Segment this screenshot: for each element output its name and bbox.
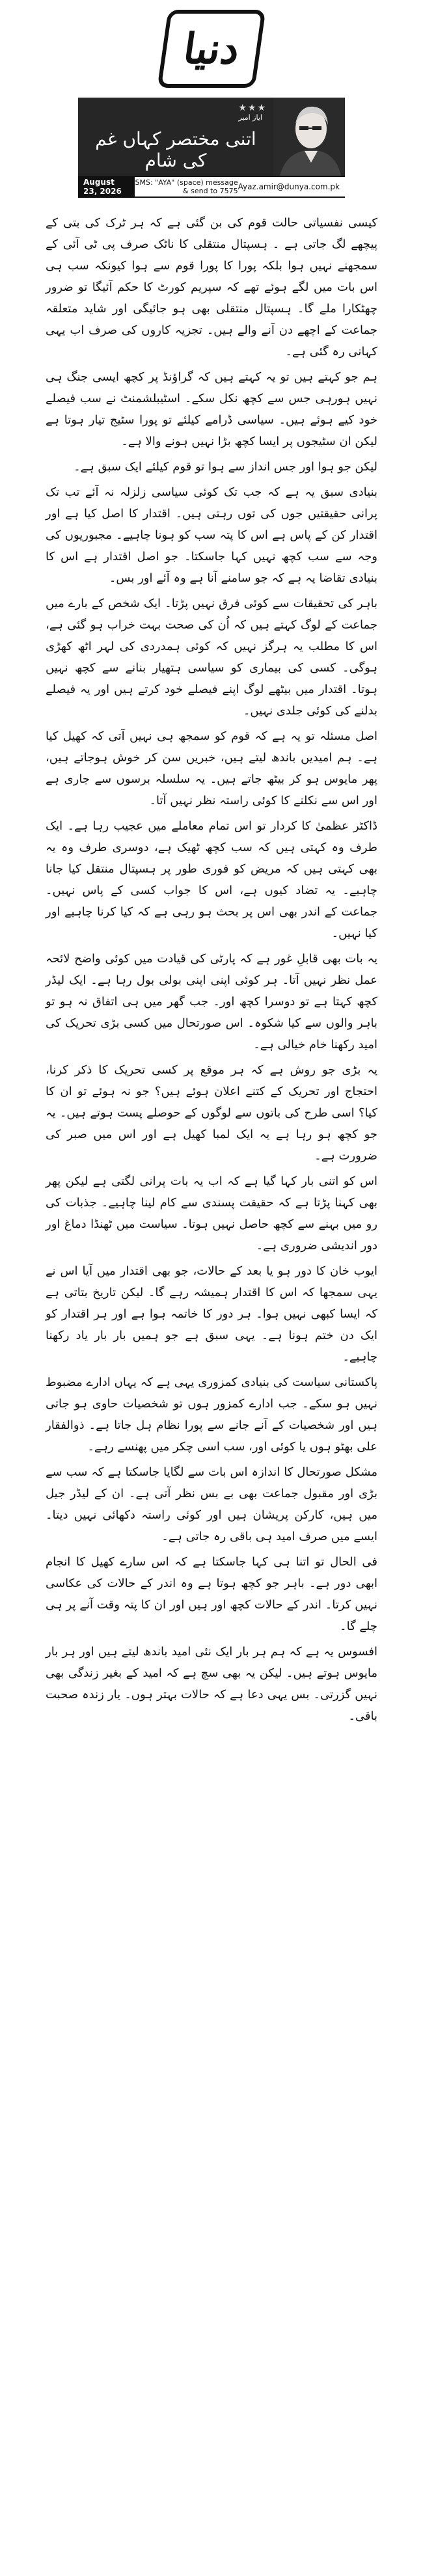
author-portrait [273,98,345,176]
author-email[interactable]: Ayaz.amir@dunya.com.pk [238,182,340,191]
article-paragraph: ڈاکٹر عظمیٰ کا کردار تو اس تمام معاملے میں عجیب رہا ہے۔ ایک طرف وہ کہتی ہیں کہ سب کچھ ٹھیک ہے، دوسری طرف وہ یہ بھی کہتی ہیں کہ مریض کو فوری طور پر ہسپتال منتقل کیا جانا چاہیے۔ یہ تضاد کیوں ہے، اس کا جواب کسی کے پاس نہیں۔ جماعت کے اندر بھی اس پر بحث ہو رہی ہے کہ کیا کرنا چاہیے اور کیا نہیں۔ [46,819,377,940]
logo-text: دنیا [180,24,243,74]
article-paragraph: یہ بڑی جو روش ہے کہ ہر موقع پر کسی تحریک کا ذکر کرنا، احتجاج اور تحریک کے کتنے اعلان ہوئے ہیں؟ جو نہ ہوئے تو ان کا کیا؟ اسی طرح کی باتوں سے لوگوں کے حوصلے پست ہوتے ہیں۔ یہ جو کچھ ہو رہا ہے یہ ایک لمبا کھیل ہے اور اس میں صبر کی ضرورت ہے۔ [46,1063,377,1163]
column-title: اتنی مختصر کہاں غم کی شام [95,128,256,171]
byline [238,103,267,122]
header-top-row [85,103,267,122]
article-paragraph: ایوب خان کا دور ہو یا بعد کے حالات، جو بھی اقتدار میں آیا اس نے یہی سمجھا کہ اس کا اقتدار ہمیشہ رہے گا۔ لیکن تاریخ بتاتی ہے کہ ایسا کبھی نہیں ہوا۔ ہر دور کا خاتمہ ہوا ہے اور ہر اقتدار کو ایک دن ختم ہونا ہے۔ یہی سبق ہے جو ہمیں بار بار یاد رکھنا چاہیے۔ [46,1264,377,1364]
article-paragraph: لیکن جو ہوا اور جس انداز سے ہوا تو قوم کیلئے ایک سبق ہے۔ [74,460,377,474]
article-paragraph: پاکستانی سیاست کی بنیادی کمزوری یہی ہے کہ یہاں ادارے مضبوط نہیں ہو سکے۔ جب ادارے کمزور ہوں تو شخصیات حاوی ہو جاتی ہیں اور شخصیات کے آنے جانے سے پورا نظام ہل جاتا ہے۔ ذوالفقار علی بھٹو ہوں یا کوئی اور، سب اسی چکر میں پھنسے رہے۔ [46,1376,377,1454]
article-paragraph: فی الحال تو اتنا ہی کہا جاسکتا ہے کہ اس سارے کھیل کا انجام ابھی دور ہے۔ باہر جو کچھ ہوتا ہے وہ اندر کے حالات کی عکاسی نہیں کرتا۔ اندر کے حالات کچھ اور ہیں اور ان کا پتہ وقت آنے پر ہی چلے گا۔ [46,1555,377,1633]
article-paragraph: بنیادی سبق یہ ہے کہ جب تک کوئی سیاسی زلزلہ نہ آئے تب تک پرانی حقیقتیں جوں کی توں رہتی ہیں۔ اقتدار کا اصل کیا ہے اور اقتدار کن کے پاس ہے اس کا پتہ سب کو ہونا چاہیے۔ مجبوریوں کی وجہ سے سب کچھ نہیں کہا جاسکتا۔ جو اصل اقتدار ہے اس کا بنیادی تقاضا یہ ہے کہ جو سامنے آنا ہے وہ آئے اور بس۔ [46,485,377,585]
article-paragraph: مشکل صورتحال کا اندازہ اس بات سے لگایا جاسکتا ہے کہ سب سے بڑی اور مقبول جماعت بھی بے بس نظر آتی ہے۔ ان کے لیڈر جیل میں ہیں، کارکن پریشان ہیں اور کوئی راستہ دکھائی نہیں دیتا۔ ایسے میں صرف امید ہی باقی رہ جاتی ہے۔ [46,1465,377,1543]
article-paragraph: باہر کی تحقیقات سے کوئی فرق نہیں پڑتا۔ ایک شخص کے بارے میں جماعت کے لوگ کہتے ہیں کہ اُن کی صحت بہت خراب ہو گئی ہے، اس کا مطلب یہ ہرگز نہیں کہ کوئی ہمدردی کی لہر اٹھ کھڑی ہوگی۔ کسی کی بیماری کو سیاسی ہتھیار بنانے سے کچھ نہیں ہوتا۔ اقتدار میں بیٹھے لوگ اپنے فیصلے خود کرتے ہیں اور یہ فیصلے بدلنے کی کوئی جلدی نہیں۔ [46,597,377,718]
info-bar [78,176,345,198]
sms-info: SMS: "AYA" (space) message & send to 7575 [135,178,238,195]
dunya-logo [157,10,266,88]
rating-stars: ★★★ [238,103,267,113]
page-bottom-fade [0,2498,423,2576]
article-paragraph: اس کو اتنی بار کہا گیا ہے کہ اب یہ بات پرانی لگتی ہے لیکن پھر بھی کہنا پڑتا ہے کہ حقیقت پسندی سے کام لینا چاہیے۔ جذبات کی رو میں بہنے سے کچھ حاصل نہیں ہوتا۔ سیاست میں ٹھنڈا دماغ اور دور اندیشی ضروری ہے۔ [46,1174,377,1253]
column-header-main [78,98,273,176]
article-paragraph: کیسی نفسیاتی حالت قوم کی بن گئی ہے کہ ہر ٹرک کی بتی کے پیچھے لگ جاتی ہے ۔ ہسپتال منتقلی کا ناٹک صرف پی ٹی آئی کے سمجھنے نہیں ہوا بلکہ پورا کا پورا قوم سے ہوا کیونکہ سب ہی اس بات میں لگے ہوئے تھے کہ سپریم کورٹ کا حکم آئیگا تو ضرور چھٹکارا ملے گا۔ ہسپتال منتقلی بھی ہو جائیگی اور شاید متعلقہ جماعت کے اچھے دن آنے والے ہیں۔ تجزیہ کاروں کی صرف اب یہی کہانی رہ گئی ہے۔ [46,216,377,359]
column-header [78,98,345,176]
article-paragraph: اصل مسئلہ تو یہ ہے کہ قوم کو سمجھ ہی نہیں آتی کہ کھیل کیا ہے۔ ہم امیدیں باندھ لیتے ہیں، خبریں سن کر خوش ہوجاتے ہیں، پھر مایوس ہو کر بیٹھ جاتے ہیں۔ یہ سلسلہ برسوں سے جاری ہے اور اس سے نکلنے کا کوئی راستہ نظر نہیں آتا۔ [46,729,377,807]
author-portrait-icon [273,98,345,176]
article-paragraph: افسوس یہ ہے کہ ہم ہر بار ایک نئی امید باندھ لیتے ہیں اور ہر بار مایوس ہوتے ہیں۔ لیکن یہ بھی سچ ہے کہ امید کے بغیر زندگی بھی نہیں گزرتی۔ بس یہی دعا ہے کہ حالات بہتر ہوں۔ یار زندہ صحبت باقی۔ [46,1645,377,1723]
author-name: ایاز امیر [238,113,262,122]
article-paragraph: یہ بات بھی قابلِ غور ہے کہ پارٹی کی قیادت میں کوئی واضح لائحہ عمل نظر نہیں آتا۔ ہر کوئی اپنی اپنی بولی بول رہا ہے۔ ایک لیڈر کچھ کہتا ہے تو دوسرا کچھ اور۔ جب گھر میں ہی اتفاق نہ ہو تو باہر والوں سے کیا شکوہ۔ اس صورتحال میں کسی بڑی تحریک کی امید رکھنا خام خیالی ہے۔ [46,952,377,1051]
article-paragraph: ہم جو کہتے ہیں تو یہ کہتے ہیں کہ گراؤنڈ پر کچھ ایسی جنگ ہی نہیں ہورہی جس سے کچھ نکل سکے۔ اسٹیبلشمنٹ نے سب فیصلے خود کیے ہوئے ہیں۔ سیاسی ڈرامے کیلئے تو پورا سٹیج تیار ہوتا ہے لیکن ان سٹیجوں پر ایسا کچھ بڑا نہیں ہونے والا ہے۔ [46,370,377,448]
masthead [0,0,423,98]
article-body [46,212,377,1727]
publish-date: August 23, 2026 [78,176,135,198]
